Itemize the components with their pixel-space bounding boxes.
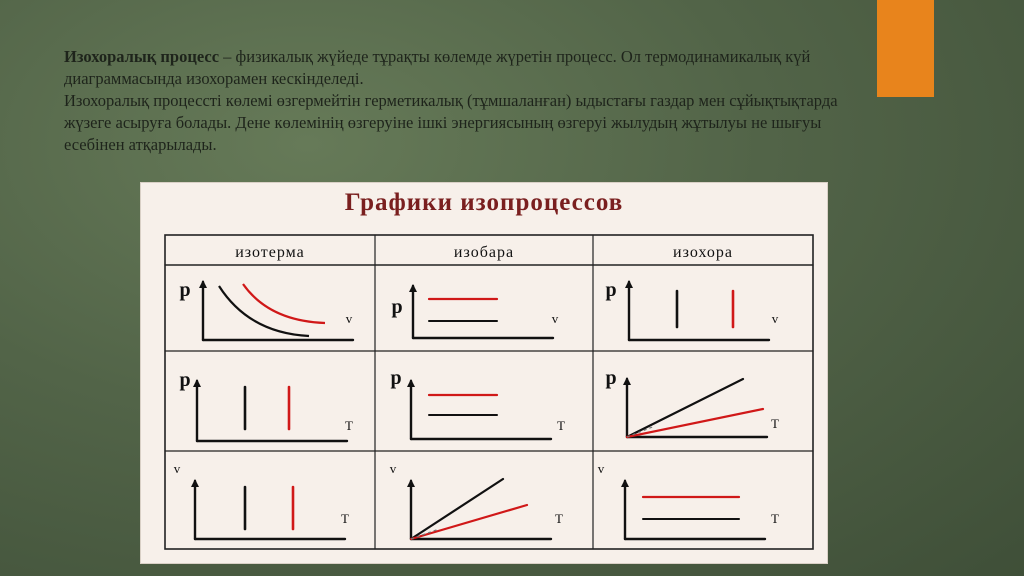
x-axis-label: v bbox=[345, 311, 353, 326]
column-header-1: изотерма bbox=[235, 244, 305, 261]
y-axis-arrow bbox=[407, 479, 415, 487]
description-text bbox=[64, 46, 844, 156]
term-bold: Изохоралық процесс bbox=[64, 47, 220, 66]
y-axis-label: v bbox=[173, 461, 181, 476]
y-axis-label: v bbox=[597, 461, 605, 476]
y-axis-label: p bbox=[605, 367, 617, 389]
y-axis-arrow bbox=[623, 377, 631, 385]
y-axis-label: p bbox=[391, 296, 403, 318]
y-axis-arrow bbox=[199, 280, 207, 288]
isotherm-curve-black bbox=[219, 286, 309, 336]
x-axis-label: T bbox=[771, 416, 779, 431]
paragraph-2: Изохоралық процессті көлемі өзгермейтін герметикалық (тұмшаланған) ыдыстағы газдар мен сұйықтықтарда жүзеге асыруға болады. Дене көлемінің өзгеруіне ішкі энергиясының өзгеруі жылудың жұтылуы не шығуы есебінен атқарылады. bbox=[64, 91, 838, 154]
y-axis-label: p bbox=[605, 279, 617, 301]
x-axis-label: v bbox=[551, 311, 559, 326]
isochore-ray-red bbox=[627, 409, 763, 437]
paragraph-1 bbox=[64, 47, 810, 88]
x-axis-label: v bbox=[771, 311, 779, 326]
accent-bar bbox=[877, 0, 934, 97]
isoprocess-panel bbox=[140, 182, 828, 564]
column-header-2: изобара bbox=[453, 244, 515, 261]
x-axis-label: T bbox=[341, 511, 349, 526]
isochore-ray-black bbox=[627, 379, 743, 437]
y-axis-arrow bbox=[621, 479, 629, 487]
y-axis-label: p bbox=[390, 367, 402, 389]
y-axis-arrow bbox=[625, 280, 633, 288]
x-axis-label: T bbox=[771, 511, 779, 526]
x-axis-label: T bbox=[555, 511, 563, 526]
isobar-ray-black bbox=[411, 479, 503, 539]
y-axis-label: p bbox=[179, 279, 191, 301]
isotherm-curve-red bbox=[243, 284, 325, 323]
y-axis-arrow bbox=[191, 479, 199, 487]
x-axis-label: T bbox=[557, 418, 565, 433]
x-axis-label: T bbox=[345, 418, 353, 433]
y-axis-arrow bbox=[409, 284, 417, 292]
isobar-ray-red bbox=[411, 505, 527, 539]
column-header-3: изохора bbox=[673, 244, 733, 261]
y-axis-label: p bbox=[179, 369, 191, 391]
panel-title: Графики изопроцессов bbox=[344, 189, 624, 216]
y-axis-arrow bbox=[193, 379, 201, 387]
isoprocess-table bbox=[141, 183, 827, 563]
term-definition: – физикалық жүйеде тұрақты көлемде жүретін процесс. Ол термодинамикалық күй диаграммасында изохорамен кескінделеді. bbox=[64, 47, 811, 88]
y-axis-arrow bbox=[407, 379, 415, 387]
y-axis-label: v bbox=[389, 461, 397, 476]
